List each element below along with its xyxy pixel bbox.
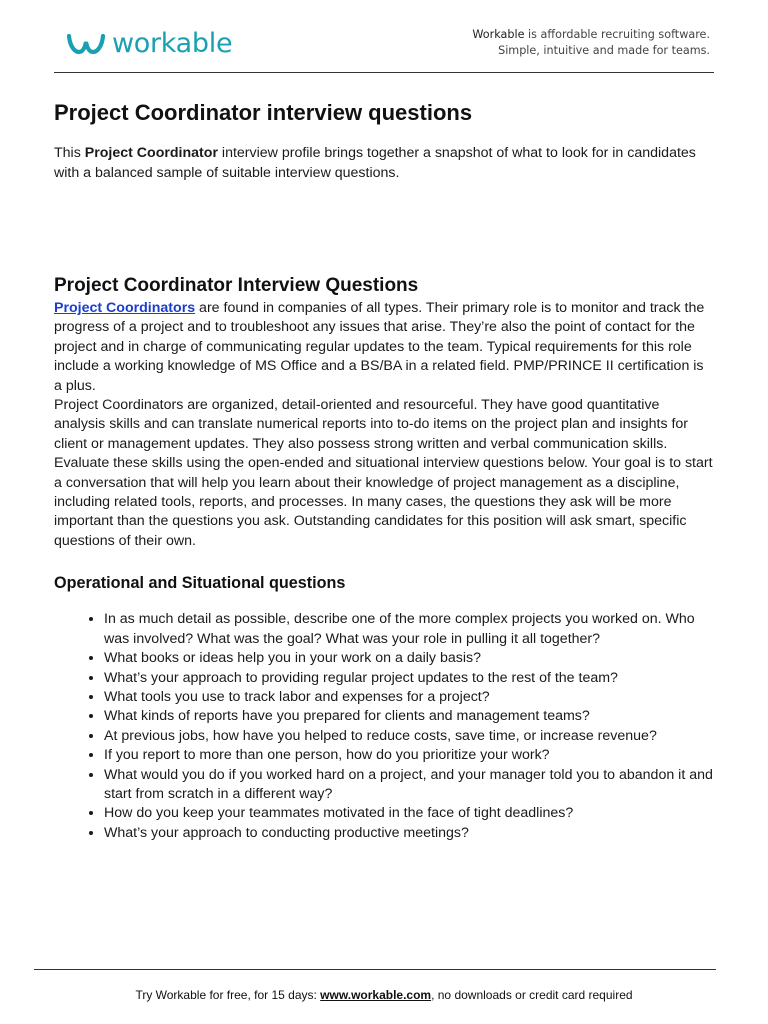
question-item: • If you report to more than one person, how do you prioritize your work?: [104, 746, 714, 765]
workable-logo[interactable]: [66, 28, 232, 60]
tagline-line1: is affordable recruiting software.: [524, 28, 710, 41]
header-tagline: [472, 27, 710, 59]
section-paragraph-1: [54, 299, 714, 396]
paragraph-1-text: are found in companies of all types. Their primary role is to monitor and track the progress of a project and to troubleshoot any issues that arise. They’re also the point of contact for the project and in charge of communicating regular updates to the team. Typical requirements for this role include a working knowledge of MS Office and a BS/BA in a related field. PMP/PRINCE II certification is a plus.: [54, 300, 705, 394]
intro-suffix: interview profile brings together a snapshot of what to look for in candidates with a balanced sample of suitable interview questions.: [54, 145, 696, 181]
footer-prefix: Try Workable for free, for 15 days:: [135, 988, 321, 1002]
footer-divider: [34, 969, 716, 970]
footer-suffix: , no downloads or credit card required: [431, 988, 633, 1002]
tagline-line2: Simple, intuitive and made for teams.: [498, 44, 710, 57]
question-item: • What kinds of reports have you prepared for clients and management teams?: [104, 707, 714, 726]
intro-prefix: This: [54, 145, 85, 161]
section-paragraph-2: Project Coordinators are organized, detail-oriented and resourceful. They have good quantitative analysis skills and can translate numerical reports into to-do items on the project plan and insights for client or management updates. They also possess strong written and verbal communication skills.: [54, 397, 689, 452]
project-coordinators-link[interactable]: Project Coordinators: [54, 300, 196, 316]
main-content: [54, 96, 714, 843]
intro-bold: Project Coordinator: [84, 145, 218, 161]
question-item: • What books or ideas help you in your work on a daily basis?: [104, 649, 714, 668]
page-footer: [0, 986, 768, 1004]
question-item: • How do you keep your teammates motivated in the face of tight deadlines?: [104, 804, 714, 823]
section-paragraph-3: Evaluate these skills using the open-ended and situational interview questions below. Your goal is to start a conversation that will help you learn about their knowledge of project management as a discipline, including related tools, reports, and processes. In many cases, the questions they ask will be more important than the questions you ask. Outstanding candidates for this position will ask smart, specific questions of their own.: [54, 455, 713, 549]
question-item: • What’s your approach to providing regular project updates to the rest of the team?: [104, 669, 714, 688]
question-item: • What would you do if you worked hard on a project, and your manager told you to abandon it and start from scratch in a different way?: [104, 766, 714, 805]
subsection-heading: Operational and Situational questions: [54, 574, 346, 593]
question-item: • What’s your approach to conducting productive meetings?: [104, 824, 714, 843]
tagline-brand: Workable: [472, 28, 525, 41]
question-item: • At previous jobs, how have you helped to reduce costs, save time, or increase revenue?: [104, 727, 714, 746]
header-divider: [54, 72, 714, 73]
page-title: Project Coordinator interview questions: [54, 100, 473, 125]
intro-paragraph: [54, 144, 714, 183]
page-header: [0, 0, 768, 73]
logo-text: workable: [112, 28, 233, 59]
questions-list: [54, 610, 714, 843]
workable-logo-icon: [66, 31, 106, 57]
section-heading: Project Coordinator Interview Questions: [54, 275, 419, 296]
question-item: • What tools you use to track labor and expenses for a project?: [104, 688, 714, 707]
workable-website-link[interactable]: www.workable.com: [320, 988, 432, 1002]
question-item: • In as much detail as possible, describe one of the more complex projects you worked on. Who was involved? What was the goal? What was your role in pulling it all together?: [104, 610, 714, 649]
